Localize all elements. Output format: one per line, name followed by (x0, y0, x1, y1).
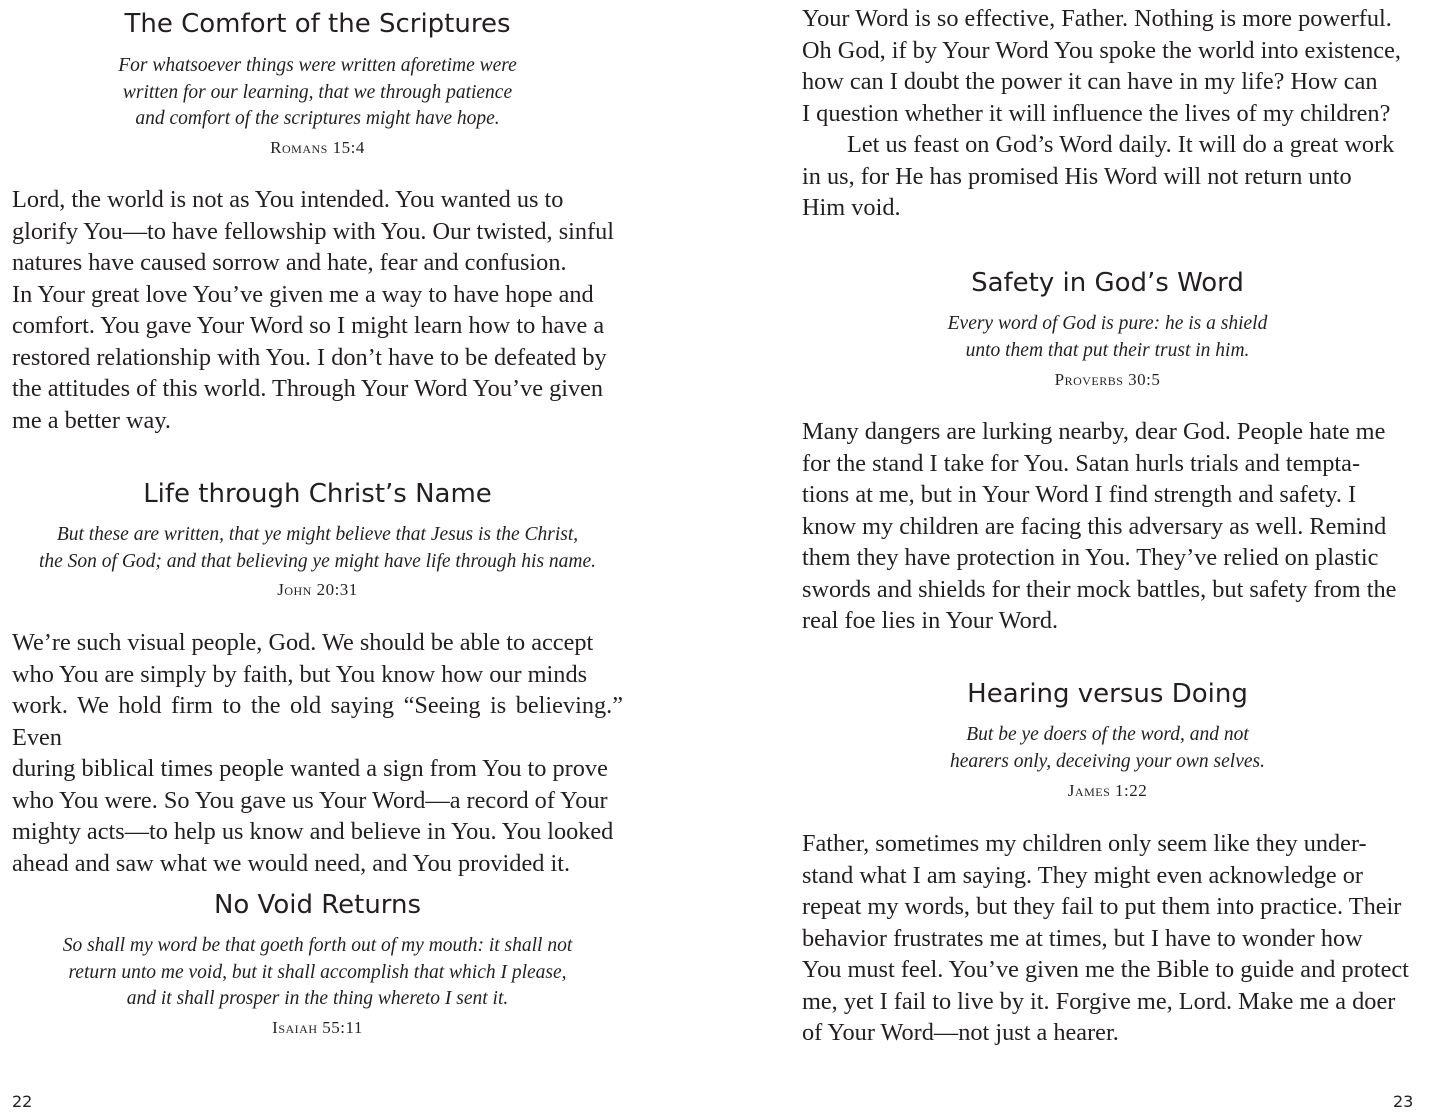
section-title: Hearing versus Doing (967, 679, 1248, 709)
section-title: No Void Returns (213, 890, 422, 920)
scripture-verse: For whatsoever things were written aforetime were written for our learning, that we through patience and comfort of the scriptures might have hope. (118, 55, 517, 129)
devotional-body: Lord, the world is not as You intended. You wanted us to glorify You—to have fellowship with You. Our twisted, sinful natures have caused sorrow and hate, fear and confusion. In Your great love You’ve given me a way to have hope and comfort. You gave Your Word so I might learn how to have a restored relationship with You. I don’t have to be defeated by the attitudes of this world. Through Your Word You’ve given me a better way. (12, 186, 615, 434)
right-page (802, 0, 1413, 1117)
scripture-verse: But these are written, that ye might believe that Jesus is the Christ, the Son of God; and that believing ye might have life through his name. (38, 524, 597, 572)
scripture-verse: So shall my word be that goeth forth out of my mouth: it shall not return unto me void, but it shall accomplish that which I please, and it shall prosper in the thing whereto I sent it. (62, 935, 573, 1009)
page-number: 22 (12, 1092, 33, 1111)
section-title: Life through Christ’s Name (143, 479, 492, 509)
scripture-reference: James 1:22 (1067, 781, 1148, 800)
left-page (12, 0, 623, 1117)
devotional-body: We’re such visual people, God. We should be able to accept who You are simply by faith, but You know how our minds work. We hold firm to the old saying “Seeing is believing.” Even during biblical times people wanted a sign from You to prove who You were. So You gave us Your Word—a record of Your mighty acts—to help us know and believe in You. You looked ahead and saw what we would need, and You provided it. (12, 629, 623, 877)
scripture-reference: Romans 15:4 (270, 138, 365, 157)
scripture-verse: Every word of God is pure: he is a shield unto them that put their trust in him. (947, 313, 1268, 361)
section-title: Safety in God’s Word (971, 268, 1244, 298)
scripture-reference: John 20:31 (277, 580, 358, 599)
scripture-reference: Proverbs 30:5 (1054, 370, 1161, 389)
devotional-body: Father, sometimes my children only seem like they under- stand what I am saying. They might even acknowledge or repeat my words, but they fail to put them into practice. Their behavior frustrates me at times, but I have to wonder how You must feel. You’ve given me the Bible to guide and protect me, yet I fail to live by it. Forgive me, Lord. Make me a doer of Your Word—not just a hearer. (802, 830, 1409, 1046)
scripture-verse: But be ye doers of the word, and not hearers only, deceiving your own selves. (950, 724, 1265, 772)
devotional-body: Many dangers are lurking nearby, dear God. People hate me for the stand I take for You. Satan hurls trials and tempta- tions at me, but in Your Word I find strength and safety. I know my children are facing this adversary as well. Remind them they have protection in You. They’ve relied on plastic swords and shields for their mock battles, but safety from the real foe lies in Your Word. (802, 418, 1397, 634)
section-title: The Comfort of the Scriptures (124, 9, 511, 39)
devotional-body-continued: Your Word is so effective, Father. Nothing is more powerful. Oh God, if by Your Word You spoke the world into existence, how can I doubt the power it can have in my life? How can I question whether it will influence the lives of my children? Let us feast on God’s Word daily. It will do a great work in us, for He has promised His Word will not return unto Him void. (802, 5, 1401, 221)
scripture-reference: Isaiah 55:11 (272, 1018, 363, 1037)
page-number: 23 (1393, 1092, 1414, 1111)
